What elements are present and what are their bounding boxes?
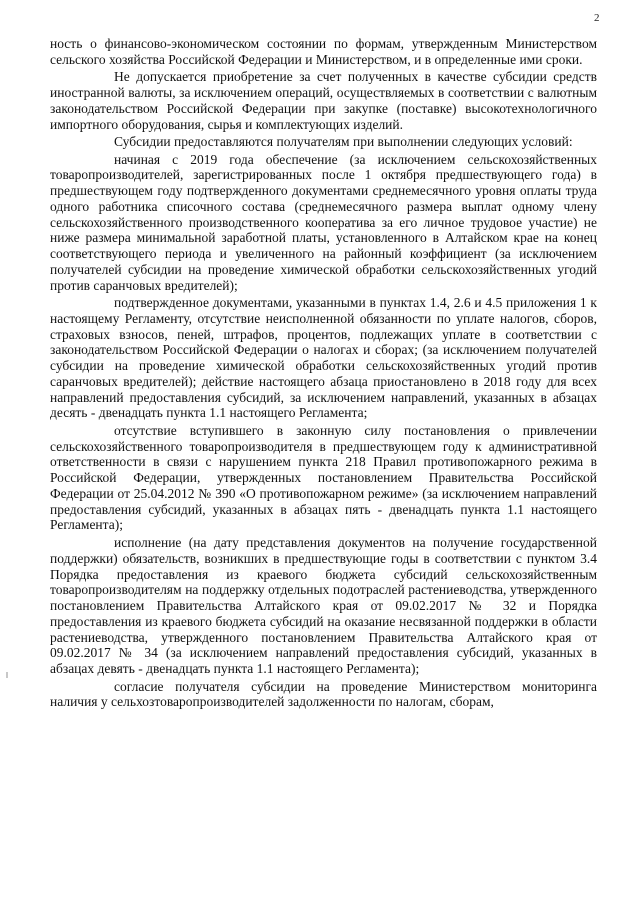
paragraph-condition-consent: согласие получателя субсидии на проведение Министерством мониторинга наличия у сельхозтоваропроизводителей задолженности по налогам, сборам, bbox=[50, 678, 597, 710]
page-number: 2 bbox=[594, 12, 600, 24]
paragraph-condition-taxes: подтвержденное документами, указанными в пунктах 1.4, 2.6 и 4.5 приложения 1 к настоящему Регламенту, отсутствие неисполненной обязанности по уплате налогов, сборов, страховых взносов, пеней, штрафов, процентов, подлежащих уплате в соответствии с законодательством Российской Федерации о налогах и сборах; (за исключением получателей субсидии на проведение химической обработки сельскохозяйственных угодий против саранчовых вредителей); действие настоящего абзаца приостановлено в 2018 году для всех направлений предоставления субсидий, за исключением направлений, указанных в абзацах десять - двенадцать пункта 1.1 настоящего Регламента; bbox=[50, 295, 597, 421]
margin-mark bbox=[6, 672, 8, 678]
paragraph-currency-restriction: Не допускается приобретение за счет полученных в качестве субсидии средств иностранной валюты, за исключением операций, осуществляемых в соответствии с валютным законодательством Российской Федерации при закупке (поставке) высокотехнологичного импортного оборудования, сырья и комплектующих изделий. bbox=[50, 69, 597, 132]
paragraph-condition-fire-safety: отсутствие вступившего в законную силу постановления о привлечении сельскохозяйственного товаропроизводителя в предшествующем году к административной ответственности в связи с нарушением пункта 218 Правил противопожарного режима в Российской Федерации, утвержденных постановлением Правительства Российской Федерации от 25.04.2012 № 390 «О противопожарном режиме» (за исключением направлений предоставления субсидий, указанных в абзацах пять - двенадцать пункта 1.1 настоящего Регламента); bbox=[50, 422, 597, 533]
paragraph-condition-wages: начиная с 2019 года обеспечение (за исключением сельскохозяйственных товаропроизводителей, зарегистрированных после 1 октября предшествующего года) в предшествующем году подтвержденного документами среднемесячного уровня оплаты труда одного работника списочного состава (среднемесячного размера выплат одному члену сельскохозяйственного производственного кооператива за его личное трудовое участие) не ниже размера минимальной заработной платы, установленного в Алтайском крае на конец соответствующего периода и увеличенного на районный коэффициент (за исключением получателей субсидии на проведение химической обработки сельскохозяйственных угодий против саранчовых вредителей); bbox=[50, 151, 597, 293]
paragraph-continuation: ность о финансово-экономическом состоянии по формам, утвержденным Министерством сельского хозяйства Российской Федерации и Министерством, и в определенные ими сроки. bbox=[50, 36, 597, 67]
document-body bbox=[50, 36, 597, 712]
paragraph-conditions-intro: Субсидии предоставляются получателям при выполнении следующих условий: bbox=[114, 134, 573, 150]
paragraph-condition-obligations: исполнение (на дату представления документов на получение государственной поддержки) обязательств, возникших в предшествующие годы в соответствии с пунктом 3.4 Порядка предоставления из краевого бюджета субсидий сельскохозяйственным товаропроизводителям на поддержку отдельных подотраслей растениеводства, утвержденного постановлением Правительства Алтайского края от 09.02.2017 № 32 и Порядка предоставления из краевого бюджета субсидий на оказание несвязанной поддержки в области растениеводства, утвержденного постановлением Правительства Алтайского края от 09.02.2017 № 34 (за исключением направлений предоставления субсидий, указанных в абзацах девять - двенадцать пункта 1.1 настоящего Регламента); bbox=[50, 535, 597, 677]
